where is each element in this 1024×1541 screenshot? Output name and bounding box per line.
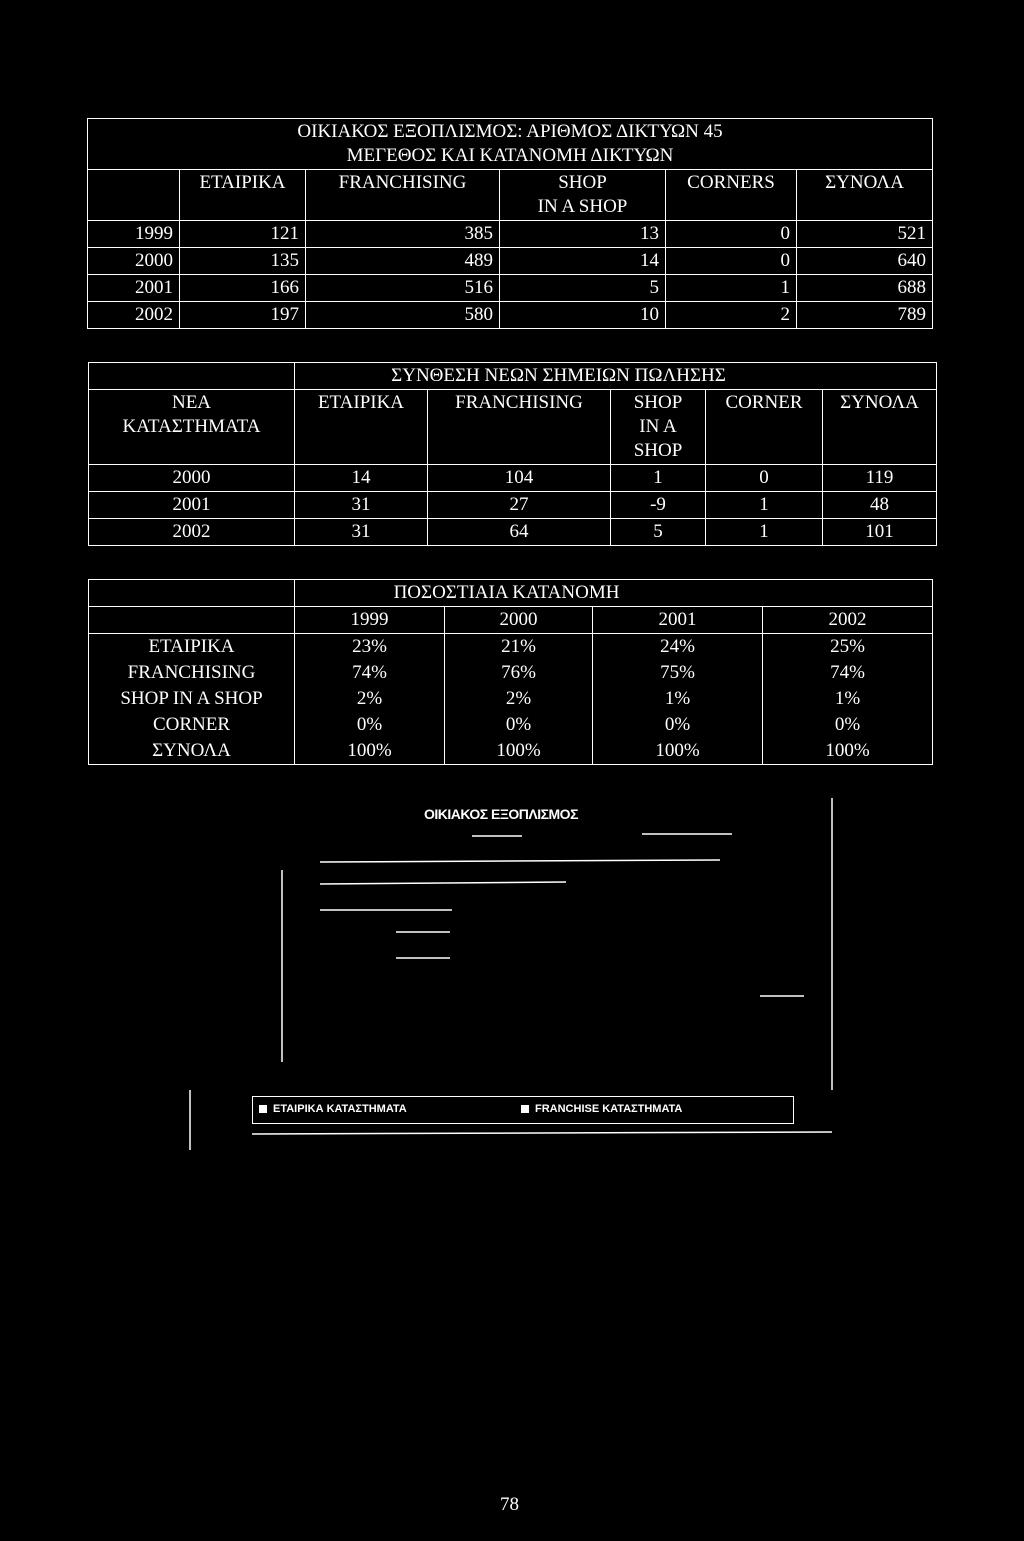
table1-header-row <box>88 170 933 221</box>
table-cell: 21% <box>445 634 593 661</box>
row-label: FRANCHISING <box>89 660 295 686</box>
table3-blank-cell <box>89 607 295 634</box>
row-year: 2000 <box>89 465 295 492</box>
table1-title <box>88 119 933 170</box>
table-cell: 1% <box>593 686 763 712</box>
legend-item <box>259 1103 407 1115</box>
row-label: SHOP IN A SHOP <box>89 686 295 712</box>
row-year: 2002 <box>89 519 295 546</box>
table-cell: 64 <box>428 519 611 546</box>
table2-corner-cell <box>89 363 295 390</box>
table-cell: 5 <box>611 519 706 546</box>
table2-header: FRANCHISING <box>428 390 611 465</box>
table-cell: 0% <box>763 712 933 738</box>
table-cell: 0 <box>666 248 797 275</box>
table-cell: 24% <box>593 634 763 661</box>
table-cell: 1% <box>763 686 933 712</box>
chart-gridline <box>320 860 720 862</box>
table2-row-header <box>89 390 295 465</box>
table-row <box>89 465 937 492</box>
table-row <box>89 660 933 686</box>
table-cell: 1 <box>611 465 706 492</box>
row-year: 2002 <box>88 302 180 329</box>
table3-corner-cell <box>89 580 295 607</box>
table-cell: 14 <box>295 465 428 492</box>
row-label: CORNER <box>89 712 295 738</box>
table1-header: ΣΥΝΟΛΑ <box>797 170 933 221</box>
table2-row-header-line2: ΚΑΤΑΣΤΗΜΑΤΑ <box>122 416 261 437</box>
row-label: ΕΤΑΙΡΙΚΑ <box>89 634 295 661</box>
table-cell: 0% <box>593 712 763 738</box>
table-cell: 27 <box>428 492 611 519</box>
table-row <box>89 492 937 519</box>
table-cell: 74% <box>295 660 445 686</box>
table-row <box>88 302 933 329</box>
table-cell: 5 <box>500 275 666 302</box>
chart-title: ΟΙΚΙΑΚΟΣ ΕΞΟΠΛΙΣΜΟΣ <box>424 806 578 822</box>
table-cell: 100% <box>445 738 593 765</box>
table-cell: 100% <box>763 738 933 765</box>
row-year: 2001 <box>89 492 295 519</box>
legend-item <box>521 1103 682 1115</box>
table-row <box>89 738 933 765</box>
table-row <box>88 221 933 248</box>
chart-baseline <box>252 1132 832 1134</box>
table-cell: 75% <box>593 660 763 686</box>
chart-area <box>180 790 860 1150</box>
table-cell: 2 <box>666 302 797 329</box>
table-cell: -9 <box>611 492 706 519</box>
table-cell: 31 <box>295 492 428 519</box>
table-cell: 0 <box>706 465 823 492</box>
table-cell: 0 <box>666 221 797 248</box>
table1-header: CORNERS <box>666 170 797 221</box>
chart-legend <box>252 1096 794 1124</box>
table3-year: 2001 <box>593 607 763 634</box>
table1-title-line2: ΜΕΓΕΘΟΣ ΚΑΙ ΚΑΤΑΝΟΜΗ ΔΙΚΤΥΩΝ <box>346 145 674 166</box>
table-cell: 25% <box>763 634 933 661</box>
percentage-distribution-table <box>88 579 933 765</box>
table-cell: 10 <box>500 302 666 329</box>
table2-title: ΣΥΝΘΕΣΗ ΝΕΩΝ ΣΗΜΕΙΩΝ ΠΩΛΗΣΗΣ <box>295 363 937 390</box>
table-row <box>89 634 933 661</box>
table3-year: 1999 <box>295 607 445 634</box>
table1-corner-cell <box>88 170 180 221</box>
chart-gridline <box>320 882 566 884</box>
table-cell: 0% <box>295 712 445 738</box>
table-cell: 2% <box>295 686 445 712</box>
legend-swatch-icon <box>259 1105 267 1113</box>
table-cell: 104 <box>428 465 611 492</box>
table3-year: 2000 <box>445 607 593 634</box>
table-cell: 1 <box>666 275 797 302</box>
table-cell: 516 <box>306 275 500 302</box>
row-year: 2001 <box>88 275 180 302</box>
table-cell: 521 <box>797 221 933 248</box>
table-cell: 23% <box>295 634 445 661</box>
table-cell: 385 <box>306 221 500 248</box>
table2-header-row <box>89 390 937 465</box>
table2-header-sub2: SHOP <box>633 440 683 461</box>
table-cell: 1 <box>706 492 823 519</box>
table-cell: 2% <box>445 686 593 712</box>
legend-label: ΕΤΑΙΡΙΚΑ ΚΑΤΑΣΤΗΜΑΤΑ <box>273 1103 407 1115</box>
page-number: 78 <box>500 1494 519 1515</box>
table2-header: ΕΤΑΙΡΙΚΑ <box>295 390 428 465</box>
table-row <box>88 275 933 302</box>
table-cell: 101 <box>823 519 937 546</box>
table-row <box>89 519 937 546</box>
table-cell: 13 <box>500 221 666 248</box>
table1-header: ΕΤΑΙΡΙΚΑ <box>180 170 306 221</box>
table1-header-shop <box>500 170 666 221</box>
table-cell: 74% <box>763 660 933 686</box>
table-cell: 166 <box>180 275 306 302</box>
table-cell: 135 <box>180 248 306 275</box>
table-row <box>89 712 933 738</box>
table1-title-line1: ΟΙΚΙΑΚΟΣ ΕΞΟΠΛΙΣΜΟΣ: ΑΡΙΘΜΟΣ ΔΙΚΤΥΩΝ 45 <box>297 121 723 142</box>
table2-header: ΣΥΝΟΛΑ <box>823 390 937 465</box>
table1-header-sub: IN A SHOP <box>537 196 628 217</box>
table-cell: 31 <box>295 519 428 546</box>
table-cell: 76% <box>445 660 593 686</box>
table-cell: 489 <box>306 248 500 275</box>
row-year: 2000 <box>88 248 180 275</box>
table-cell: 580 <box>306 302 500 329</box>
table1-header: SHOP <box>558 172 607 193</box>
table-row <box>88 248 933 275</box>
table-cell: 100% <box>295 738 445 765</box>
table3-year: 2002 <box>763 607 933 634</box>
table1-header: FRANCHISING <box>306 170 500 221</box>
table2-header: SHOP <box>633 392 683 413</box>
table2-header-sub1: IN A <box>639 416 677 437</box>
row-year: 1999 <box>88 221 180 248</box>
table-row <box>89 686 933 712</box>
table-cell: 789 <box>797 302 933 329</box>
table-cell: 14 <box>500 248 666 275</box>
new-stores-table <box>88 362 937 546</box>
table2-header: CORNER <box>706 390 823 465</box>
table-cell: 197 <box>180 302 306 329</box>
row-label: ΣΥΝΟΛΑ <box>89 738 295 765</box>
table-cell: 688 <box>797 275 933 302</box>
table3-title: ΠΟΣΟΣΤΙΑΙΑ ΚΑΤΑΝΟΜΗ <box>295 580 933 607</box>
table-cell: 48 <box>823 492 937 519</box>
table-cell: 640 <box>797 248 933 275</box>
table2-header-shop <box>611 390 706 465</box>
table-cell: 0% <box>445 712 593 738</box>
table-cell: 1 <box>706 519 823 546</box>
table3-year-row <box>89 607 933 634</box>
table2-row-header-line1: ΝΕΑ <box>171 392 212 413</box>
legend-label: FRANCHISE ΚΑΤΑΣΤΗΜΑΤΑ <box>535 1103 683 1115</box>
network-size-table <box>87 118 933 329</box>
table-cell: 121 <box>180 221 306 248</box>
legend-swatch-icon <box>521 1105 529 1113</box>
table-cell: 100% <box>593 738 763 765</box>
table-cell: 119 <box>823 465 937 492</box>
